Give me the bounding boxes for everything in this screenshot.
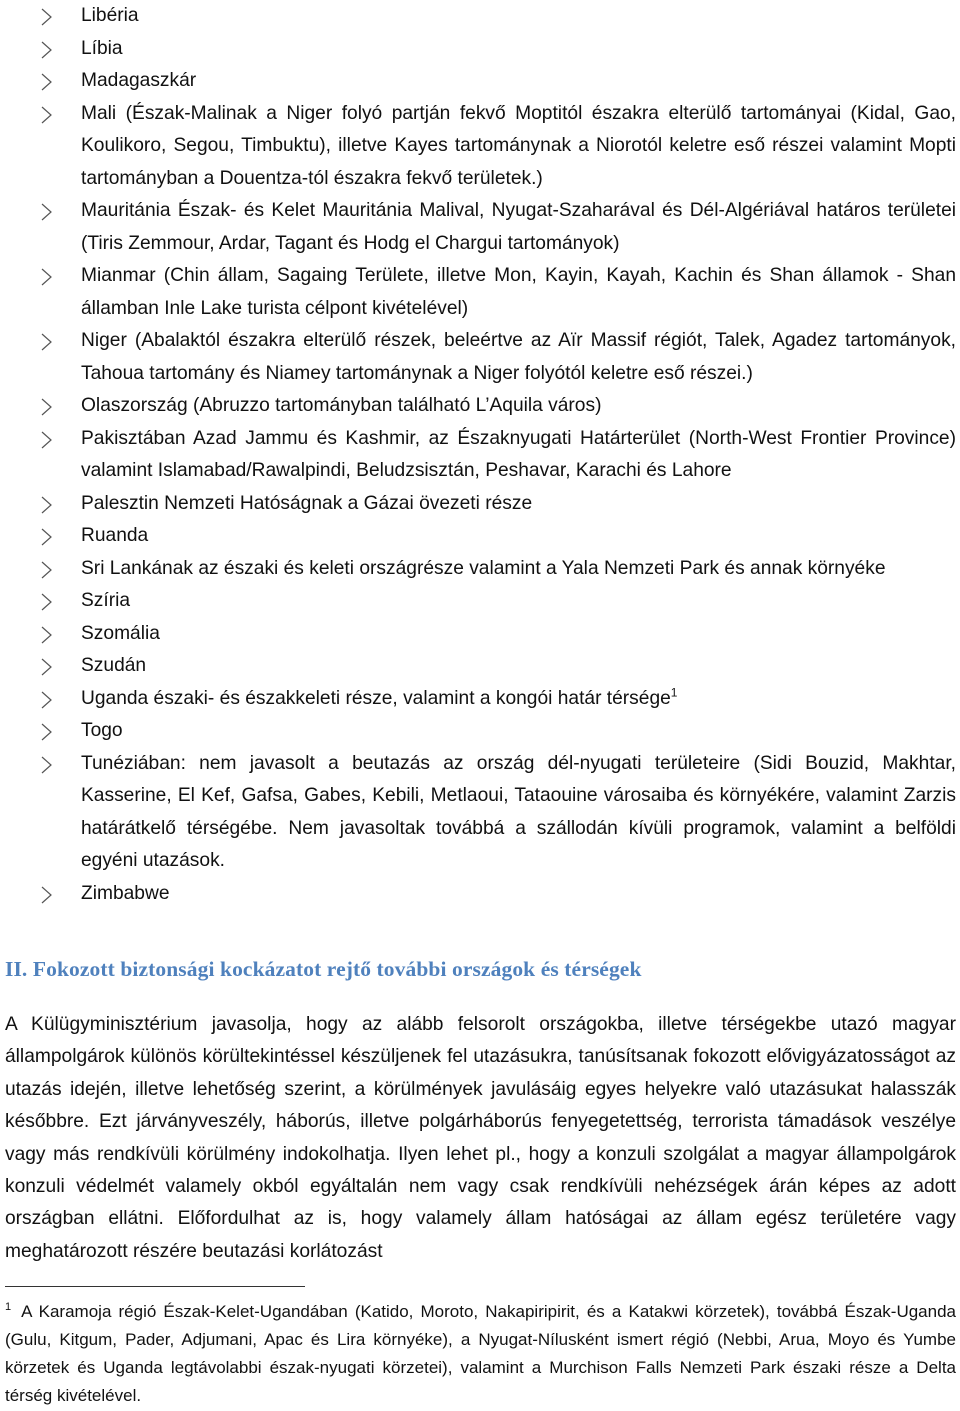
list-item	[0, 33, 960, 66]
list-item-text: Líbia	[81, 37, 123, 59]
list-item	[0, 390, 960, 423]
chevron-right-icon	[40, 625, 54, 645]
list-item-text: Mianmar (Chin állam, Sagaing Területe, illetve Mon, Kayin, Kayah, Kachin és Shan államok - Shan államban Inle Lake turista célpont kivételével)	[81, 265, 956, 319]
chevron-right-icon	[40, 7, 54, 27]
chevron-right-icon	[40, 202, 54, 222]
chevron-right-icon	[40, 657, 54, 677]
footnote	[5, 1298, 956, 1410]
list-item	[0, 520, 960, 553]
chevron-right-icon	[40, 397, 54, 417]
chevron-right-icon	[40, 722, 54, 742]
list-item	[0, 683, 960, 716]
list-item-text: Pakisztában Azad Jammu és Kashmir, az Északnyugati Határterület (North-West Frontier Province) valamint Islamabad/Rawalpindi, Beludzsisztán, Peshavar, Karachi és Lahore	[81, 427, 956, 481]
list-item	[0, 715, 960, 748]
footnote-reference[interactable]: 1	[670, 685, 678, 700]
chevron-right-icon	[40, 560, 54, 580]
chevron-right-icon	[40, 755, 54, 775]
list-item-text: Togo	[81, 720, 123, 741]
chevron-right-icon	[40, 40, 54, 60]
list-item-text: Zimbabwe	[81, 882, 170, 904]
list-item-text: Mauritánia Észak- és Kelet Mauritánia Malival, Nyugat-Szaharával és Dél-Algériával határos területei (Tiris Zemmour, Ardar, Tagant és Hodg el Chargui tartományok)	[81, 200, 956, 254]
list-item	[0, 0, 960, 33]
list-item	[0, 650, 960, 683]
list-item	[0, 98, 960, 196]
list-item	[0, 423, 960, 488]
chevron-right-icon	[40, 267, 54, 287]
list-item-text: Ruanda	[81, 525, 149, 546]
list-item-text: Tunéziában: nem javasolt a beutazás az ország dél-nyugati területeire (Sidi Bouzid, Makhtar, Kasserine, El Kef, Gafsa, Gabes, Kebili, Metlaoui, Tataouine városaiba és környékére, valamint Zarzis határátkelő térségébe. Nem javasoltak továbbá a szállodán kívüli programok, valamint a belföldi egyéni utazások.	[81, 752, 956, 871]
chevron-right-icon	[40, 885, 54, 905]
chevron-right-icon	[40, 332, 54, 352]
list-item	[0, 585, 960, 618]
list-item-text: Mali (Észak-Malinak a Niger folyó partján fekvő Moptitól északra elterülő tartományai (Kidal, Gao, Koulikoro, Segou, Timbuktu), illetve Kayes tartománynak a Niorotól keletre eső részei valamint Mopti tartományban a Douentza-tól északra fekvő területek.)	[81, 102, 956, 189]
list-item	[0, 553, 960, 586]
list-item	[0, 195, 960, 260]
list-item-text: Libéria	[81, 5, 139, 26]
list-item	[0, 260, 960, 325]
footnote-text: A Karamoja régió Észak-Kelet-Ugandában (Katido, Moroto, Nakapiripirit, és a Katakwi körzetek), továbbá Észak-Uganda (Gulu, Kitgum, Pader, Adjumani, Apac és Lira környéke), a Nyugat-Nílusként ismert régió (Nebbi, Arua, Moyo és Yumbe körzetek és Uganda legtávolabbi észak-nyugati körzetei), valamint a Murchison Falls Nemzeti Park északi része a Delta térség kivételével.	[5, 1302, 956, 1405]
chevron-right-icon	[40, 527, 54, 547]
footnote-mark: 1	[5, 1301, 12, 1314]
list-item-text: Madagaszkár	[81, 70, 197, 91]
chevron-right-icon	[40, 72, 54, 92]
list-item	[0, 878, 960, 911]
list-item-text: Szíria	[81, 590, 131, 611]
list-item	[0, 748, 960, 878]
list-item	[0, 325, 960, 390]
list-item	[0, 618, 960, 651]
section-heading: II. Fokozott biztonsági kockázatot rejtő további országok és térségek	[5, 957, 642, 981]
chevron-right-icon	[40, 690, 54, 710]
chevron-right-icon	[40, 430, 54, 450]
list-item-text: Palesztin Nemzeti Hatóságnak a Gázai övezeti része	[81, 492, 533, 514]
section-paragraph: A Külügyminisztérium javasolja, hogy az alább felsorolt országokba, illetve térségekbe utazó magyar állampolgárok különös körültekintéssel készüljenek fel utazásukra, tanúsítsanak fokozott elővigyázatosságot az utazás idején, illetve lehetőség szerint, a körülmények javulásáig egyes helyekre való utazásukat halasszák későbbre. Ezt járványveszély, háborús, illetve polgárháborús fenyegetettség, terrorista támadások veszélye vagy más rendkívüli körülmény indokolhatja. Ilyen lehet pl., hogy a konzuli szolgálat a magyar állampolgárok konzuli védelmét valamely okból egyáltalán nem vagy csak rendkívüli nehézségek árán képes az adott országban ellátni. Előfordulhat az is, hogy valamely állam hatóságai az állam egész területére vagy meghatározott részére beutazási korlátozást	[5, 1014, 956, 1262]
chevron-right-icon	[40, 105, 54, 125]
list-item-text: Szomália	[81, 622, 160, 644]
list-item-text: Sri Lankának az északi és keleti országrésze valamint a Yala Nemzeti Park és annak környéke	[81, 557, 886, 579]
chevron-right-icon	[40, 592, 54, 612]
chevron-right-icon	[40, 495, 54, 515]
footnote-separator	[5, 1286, 305, 1287]
list-item	[0, 488, 960, 521]
list-item-text: Uganda északi- és északkeleti része, valamint a kongói határ térsége	[81, 687, 671, 709]
list-item-text: Niger (Abalaktól északra elterülő részek, beleértve az Aïr Massif régiót, Talek, Agadez tartományok, Tahoua tartomány és Niamey tartománynak a Niger folyótól keletre eső részei.)	[81, 330, 956, 384]
list-item	[0, 65, 960, 98]
list-item-text: Olaszország (Abruzzo tartományban található L’Aquila város)	[81, 395, 602, 416]
list-item-text: Szudán	[81, 655, 147, 676]
